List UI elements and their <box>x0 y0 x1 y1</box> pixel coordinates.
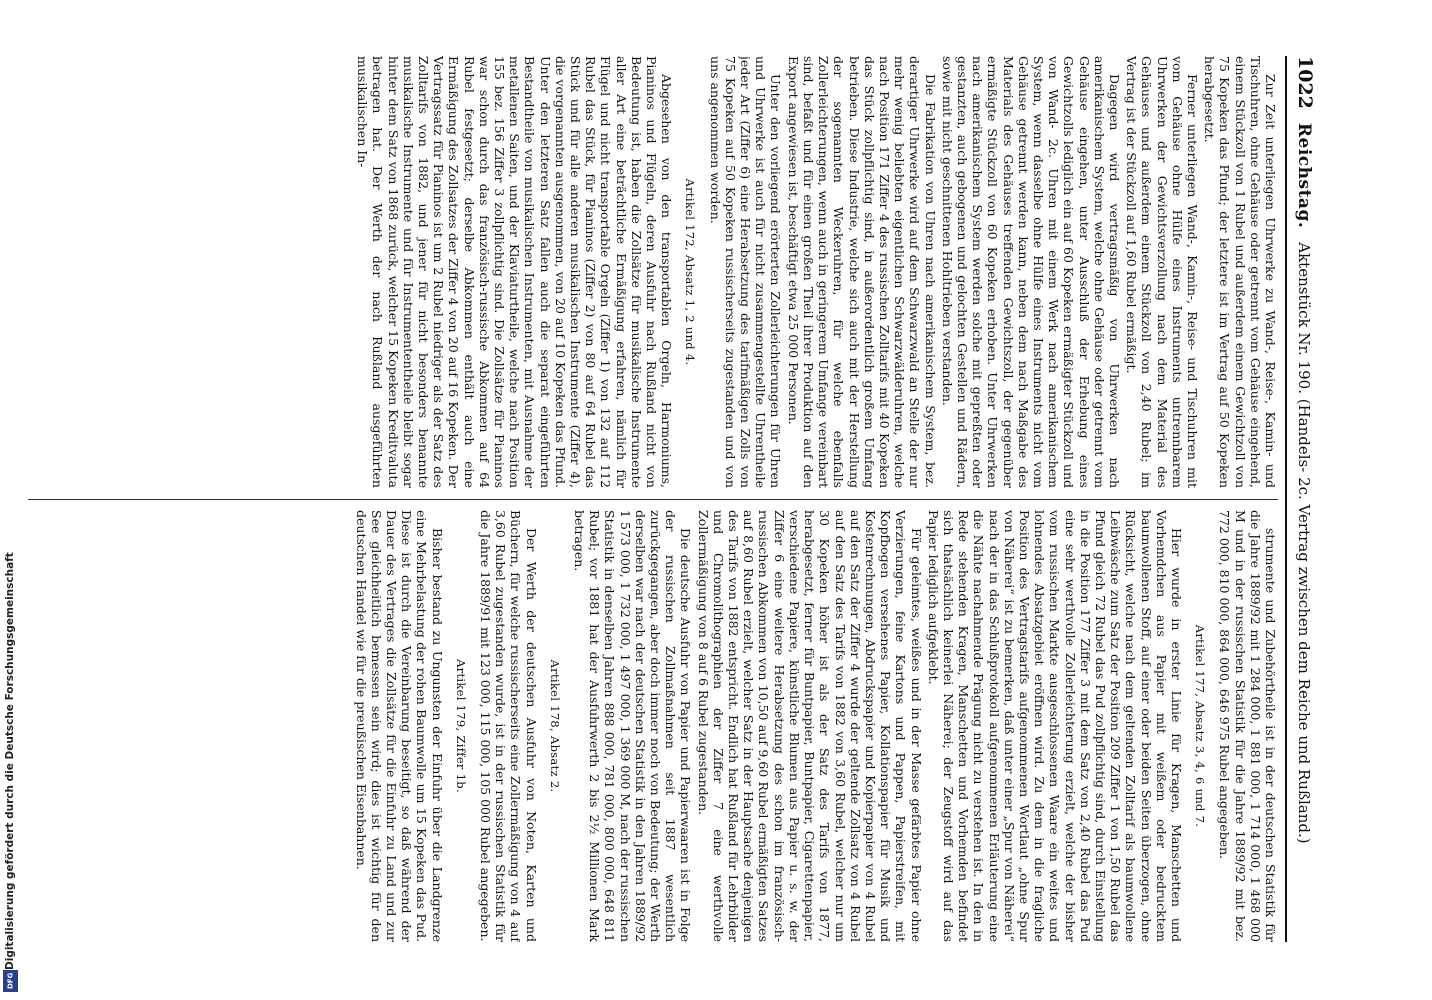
paragraph: Die deutsche Ausfuhr von Papier und Papierwaaren ist in Folge der russischen Zollmaßnahmen seit 1887 wesentlich zurückgegangen, aber doch immer noch von Bedeutung; der Werth derselben war nach der deutschen Statistik in den Jahren 1889/92 1 573 000, 1 732 000, 1 497 000, 1 369 000 M, nach der russischen Statistik in denselben Jahren 888 000, 781 000, 800 000, 648 811 Rubel; vor 1881 hat der Ausfuhrwerth 2 bis 2½ Millionen Mark betragen. <box>572 510 694 942</box>
article-heading: Artikel 178, Absatz 2. <box>547 659 562 793</box>
paragraph: Für geleimtes, weißes und in der Masse gefärbtes Papier ohne Verzierungen, feine Kartons und Pappen, Papierstreifen, mit Kopfbogen versehenes Papier, Kollationspapier für Musik und Kostenrechnungen, Abdruckspapier und Kopierpapier von 4 Rubel auf den Satz der Ziffer 4 wurde der geltende Zollsatz von 4 Rubel auf den Satz des Tarifs von 1882 von 3,60 Rubel, welcher nur um 30 Kopeken höher ist als der Satz des Tarifs von 1877, herabgesetzt, ferner für Buntpapier, Buntpapier, Cigarettenpapier, verschiedene Papiere, künstliche Blumen aus Papier u. s. w. der Ziffer 6 eine weitere Herabsetzung des schon im französisch-russischen Abkommen von 10,50 auf 9,60 Rubel ermäßigten Satzes auf 8,60 Rubel erzielt, welcher Satz in der Hauptsache denjenigen des Tarifs von 1882 entspricht. Endlich hat Rußland für Lehrbilder und Chromolithographien der Ziffer 7 eine werthvolle Zollermäßigung von 8 auf 6 Rubel zugestanden. <box>695 510 924 942</box>
page-subtitle: Aktenstück Nr. 190. (Handels- 2c. Vertrag zwischen dem Reiche und Rußland.) <box>1295 242 1313 844</box>
paragraph: Abgesehen von den transportablen Orgeln, Harmoniums, Pianinos und Flügeln, deren Ausfuhr nach Rußland nicht von Bedeutung ist, haben die Zollsätze für musikalische Instrumente aller Art eine beträchtliche Ermäßigung erfahren, nämlich für Flügel und nicht transportable Orgeln (Ziffer 1) von 132 auf 112 Rubel das Stück, für Pianinos (Ziffer 2) von 80 auf 64 Rubel das Stück und für alle anderen musikalischen Instrumente (Ziffer 4), die vorgenannten ausgenommen, von 20 auf 10 Kopeken das Pfund. Unter den letzteren Satz fallen auch die separat eingeführten Bestandtheile von musikalischen Instrumenten, mit Ausnahme der metallenen Saiten, und der Klaviaturtheile, welche nach Position 155 bez. 156 Ziffer 3 zollpflichtig sind. Die Zollsätze für Pianinos war schon durch das französisch-russische Abkommen auf 64 Rubel festgesetzt; derselbe Abkommen enthält auch eine Ermäßigung des Zollsatzes der Ziffer 4 von 20 auf 16 Kopeken. Der Vertragssatz für Pianinos ist um 2 Rubel niedriger als der Satz des Zolltarifs von 1882, und jener für nicht besonders benannte musikalische Instrumente und für Instrumententheile bleibt sogar hinter dem Satz von 1868 zurück, welcher 15 Kopeken Kreditvaluta betragen hat. Der Werth der nach Rußland ausgeführten musikalischen In- <box>355 56 675 488</box>
article-heading: Artikel 179, Ziffer 1b. <box>453 659 468 793</box>
paragraph: Unter den vorliegend erörterten Zollerleichterungen für Uhren und Uhrwerke ist auch für nicht zusammengestellte Uhrentheile jeder Art (Ziffer 6) eine Herabsetzung des tarifmäßigen Zolls von 75 Kopeken auf 50 Kopeken russischerseits zugestanden und von uns angenommen worden. <box>707 56 784 488</box>
right-column <box>28 510 1278 942</box>
paragraph: Ferner unterliegen Wand-, Kamin-, Reise- und Tischuhren mit vom Gehäuse ohne Hülfe eines Instruments untrennbarem Uhrwerken der Gewichtsverzollung nach dem Material des Gehäuses und außerdem einem Stückzoll von 2,40 Rubel; im Vertrag ist der Stückzoll auf 1,60 Rubel ermäßigt. <box>1124 56 1200 488</box>
digitization-credit <box>4 0 18 1000</box>
paragraph: Die Fabrikation von Uhren nach amerikanischem System, bez. derartiger Uhrwerke wird auf dem Schwarzwald an Stelle der nur mehr wenig beliebten eigentlichen Schwarzwälderuhren, welche nach Position 171 Ziffer 4 des russischen Zolltarifs mit 40 Kopeken das Stück zollpflichtig sind, in außerordentlich großem Umfang betrieben. Diese Industrie, welche sich auch mit der Herstellung der sogenannten Weckeruhren, für welche ebenfalls Zollerleichterungen, wenn auch in geringerem Umfange vereinbart sind, befaßt und für einen großen Theil ihrer Produktion auf den Export angewiesen ist, beschäftigt etwa 25 000 Personen. <box>785 56 938 488</box>
text-columns <box>28 56 1278 942</box>
page-header <box>1285 56 1316 942</box>
left-column <box>28 56 1278 488</box>
dfg-logo <box>3 970 18 992</box>
paragraph: Zur Zeit unterliegen Uhrwerke zu Wand-, Reise-, Kamin- und Tischuhren, ohne Gehäuse oder getrennt vom Gehäuse eingehend, einem Stückzoll von 1 Rubel und außerdem einem Gewichtzoll von 75 Kopeken das Pfund; der letztere ist im Vertrag auf 50 Kopeken herabgesetzt. <box>1202 56 1278 488</box>
page-number: 1022 <box>1294 56 1316 109</box>
paragraph: Bisher bestand zu Ungunsten der Einfuhr über die Landgrenze eine Mehrbelastung der rohen Baumwolle um 15 Kopeken das Pud. Diese ist durch die Vereinbarung beseitigt, so daß während der Dauer des Vertrages die Zollsätze für die Einfuhr zu Land und zur See gleichheitlich bemessen sein wird; dies ist wichtig für den deutschen Handel wie für die preußischen Eisenbahnen. <box>353 510 445 942</box>
article-heading: Artikel 172, Absatz 1, 2 und 4. <box>683 178 698 366</box>
paragraph: Hier wurde in erster Linie für Kragen, Manschetten und Vorhemdchen aus Papier mit weißem oder bedrucktem baumwollenen Stoff, auf einer oder beiden Seiten überzogen, ohne Rücksicht, welche nach dem geltenden Zolltarif als baumwollene Leibwäsche zum Satz der Position 209 Ziffer 1 von 1,50 Rubel das Pfund gleich 72 Rubel das Pud zollpflichtig sind, durch Einstellung in die Position 177 Ziffer 3 mit dem Satz von 2,40 Rubel das Pud eine sehr werthvolle Zollerleichterung erzielt, welche der bisher vom russischen Markte ausgeschlossenen Waare ein weites und lohnendes Absatzgebiet eröffnen wird. Zu dem in die fragliche Position des Vertragstarifs aufgenommenen Wortlaut „ohne Spur von Näherei“ ist zu bemerken, daß unter einer „Spur von Näherei“ nach der in das Schlußprotokoll aufgenommenen Erläuterung eine die Nähte nachahmende Prägung nicht zu verstehen ist. In den in Rede stehenden Kragen, Manschetten und Vorhemden befindet sich thatsächlich keinerlei Näherei; der Zeugstoff wird auf das Papier lediglich aufgeklebt. <box>925 510 1184 942</box>
credit-text: Digitalisierung gefördert durch die Deutsche Forschungsgemeinschaft <box>4 552 16 970</box>
page-content <box>16 56 1316 942</box>
logo-text: DFG <box>6 972 15 990</box>
paragraph: Der Werth der deutschen Ausfuhr von Noten, Karten und Büchern, für welche russischerseits eine Zollermäßigung von 4 auf 3,60 Rubel zugestanden wurde, ist in der russischen Statistik für die Jahre 1889/91 mit 123 000, 115 000, 105 000 Rubel angegeben. <box>478 510 539 942</box>
page-title: Reichstag. <box>1294 122 1314 229</box>
article-heading: Artikel 177, Absatz 3, 4, 6 und 7. <box>1193 624 1208 828</box>
paragraph: Dagegen wird vertragsmäßig von Uhrwerken nach amerikanischem System, welche ohne Gehäuse oder getrennt vom Gehäuse eingehen, unter Ausschluß der Erhebung eines Gewichtzolls lediglich ein auf 60 Kopeken ermäßigter Stückzoll und von Wand- 2c. Uhren mit einem Werk nach amerikanischem System, wenn dasselbe ohne Hülfe eines Instruments nicht vom Gehäuse getrennt werden kann, neben dem nach Maßgabe des Materials des Gehäuses treffenden Gewichtszoll, der gegenüber ermäßigte Stückzoll von 60 Kopeken erhoben. Unter Uhrwerken nach amerikanischem System werden solche mit gepreßten oder gestanzten, auch gebogenen und gelochten Gestellen und Rädern, sowie mit nicht geschnittenen Hohltrieben verstanden. <box>939 56 1122 488</box>
paragraph: strumente und Zubehörtheile ist in der deutschen Statistik für die Jahre 1889/92 mit 1 284 000, 1 881 000, 1 714 000, 1 468 000 M und in der russischen Statistik für die Jahre 1889/92 mit bez. 772 000, 810 000, 864 000, 646 975 Rubel angegeben. <box>1217 510 1278 942</box>
